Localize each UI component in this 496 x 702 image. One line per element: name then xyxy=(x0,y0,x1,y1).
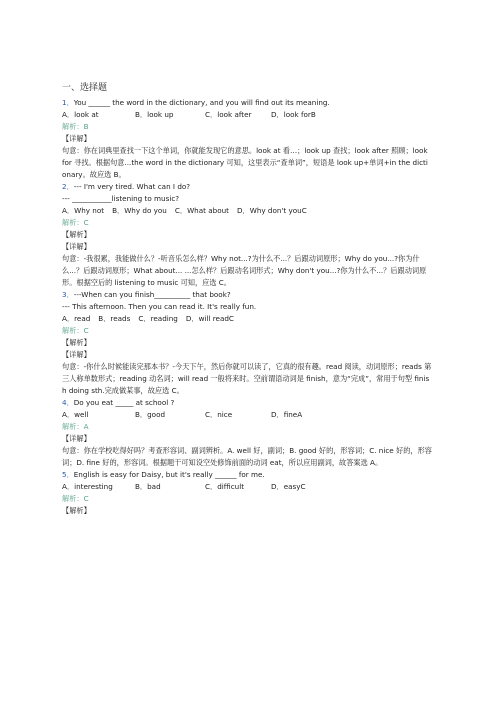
question-1 xyxy=(62,97,436,181)
question-stem xyxy=(62,469,436,481)
explanation-text: 句意：-我很累，我能做什么？-听音乐怎么样？Why not...?为什么不...？后跟动词原形；Why do you...?你为什么...？后跟动词原形；What about... ...怎么样？后跟动名词形式；Why don't you...?你为什么不...？后跟动词原形。根据空后的 listening to music 可知，应选 C。 xyxy=(62,254,427,287)
question-stem xyxy=(62,289,436,301)
answer-label: 解析：C xyxy=(62,218,89,227)
option-c: C．look after xyxy=(205,110,252,119)
option-row xyxy=(62,109,436,121)
question-5 xyxy=(62,469,436,517)
stem-line: Do you eat _____ at school ? xyxy=(73,398,175,407)
question-4 xyxy=(62,397,436,469)
option-a: A．interesting xyxy=(62,482,113,491)
explanation-text: 句意：你在词典里查找一下这个单词，你就能发现它的意思。look at 看…；look up 查找；look after 照顾；look for 寻找。根据句意...the word in the dictionary 可知，这里表示“查单词”，短语是 look up+单词+in the dictionary。故应选 B。 xyxy=(62,146,428,179)
stem-line: --- This afternoon. Then you can read it. It's really fun. xyxy=(62,302,257,311)
option-d: D．fineA xyxy=(271,410,303,419)
question-number: 1． xyxy=(62,98,74,107)
option-d: D．will readC xyxy=(185,314,234,323)
option-b: B．bad xyxy=(135,482,161,491)
option-row xyxy=(62,313,436,325)
option-c: C．reading xyxy=(138,314,178,323)
option-row xyxy=(62,409,436,421)
stem-line: --- ___________listening to music? xyxy=(62,194,180,203)
detail-tag: 【详解】 xyxy=(62,434,91,443)
analysis-tag: 【解析】 xyxy=(62,506,91,515)
stem-line: You ______ the word in the dictionary, and you will find out its meaning. xyxy=(73,98,330,107)
option-a: A．read xyxy=(62,314,91,323)
option-c: C．nice xyxy=(205,410,233,419)
question-3 xyxy=(62,289,436,397)
answer-label: 解析：A xyxy=(62,422,89,431)
detail-tag: 【详解】 xyxy=(62,134,91,143)
answer-label: 解析：C xyxy=(62,494,89,503)
option-d: D．Why don't youC xyxy=(236,206,307,215)
option-a: A．Why not xyxy=(62,206,105,215)
question-number: 4． xyxy=(62,398,74,407)
option-b: B．good xyxy=(135,410,166,419)
option-b: B．look up xyxy=(135,110,174,119)
option-b: B．reads xyxy=(98,314,131,323)
stem-line: ---When can you finish__________ that book? xyxy=(73,290,231,299)
option-d: D．easyC xyxy=(271,482,306,491)
detail-tag: 【详解】 xyxy=(62,242,91,251)
question-number: 2． xyxy=(62,182,74,191)
question-stem xyxy=(62,97,436,109)
answer-label: 解析：B xyxy=(62,122,89,131)
option-c: C．difficult xyxy=(205,482,245,491)
stem-line: --- I'm very tired. What can I do? xyxy=(73,182,191,191)
question-stem xyxy=(62,181,436,193)
option-row xyxy=(62,481,436,493)
option-d: D．look forB xyxy=(271,110,316,119)
explanation-text: 句意：你在学校吃得好吗？考查形容词、副词辨析。A. well 好，副词；B. good 好的，形容词；C. nice 好的，形容词；D. fine 好的，形容词。根据题干可知设空处修饰前面的动词 eat，所以应用副词，故答案选 A。 xyxy=(62,446,432,467)
analysis-tag: 【解析】 xyxy=(62,230,91,239)
detail-tag: 【详解】 xyxy=(62,350,91,359)
question-2 xyxy=(62,181,436,289)
section-title: 一、选择题 xyxy=(62,83,108,93)
option-b: B．Why do you xyxy=(112,206,167,215)
explanation-text: 句意：-你什么时候能读完那本书？-今天下午，然后你就可以读了，它真的很有趣。read 阅读，动词原形；reads 第三人称单数形式；reading 动名词；will read 一般将来时。空前谓语动词是 finish，意为“完成”，常用于句型 finish doing sth.完成做某事，故应选 C。 xyxy=(62,362,432,395)
question-number: 3． xyxy=(62,290,74,299)
analysis-tag: 【解析】 xyxy=(62,338,91,347)
option-a: A．look at xyxy=(62,110,99,119)
stem-line: English is easy for Daisy, but it's really ______ for me. xyxy=(73,470,265,479)
question-stem xyxy=(62,397,436,409)
option-row xyxy=(62,205,436,217)
question-number: 5． xyxy=(62,470,74,479)
option-a: A．well xyxy=(62,410,89,419)
option-c: C．What about xyxy=(174,206,229,215)
answer-label: 解析：C xyxy=(62,326,89,335)
